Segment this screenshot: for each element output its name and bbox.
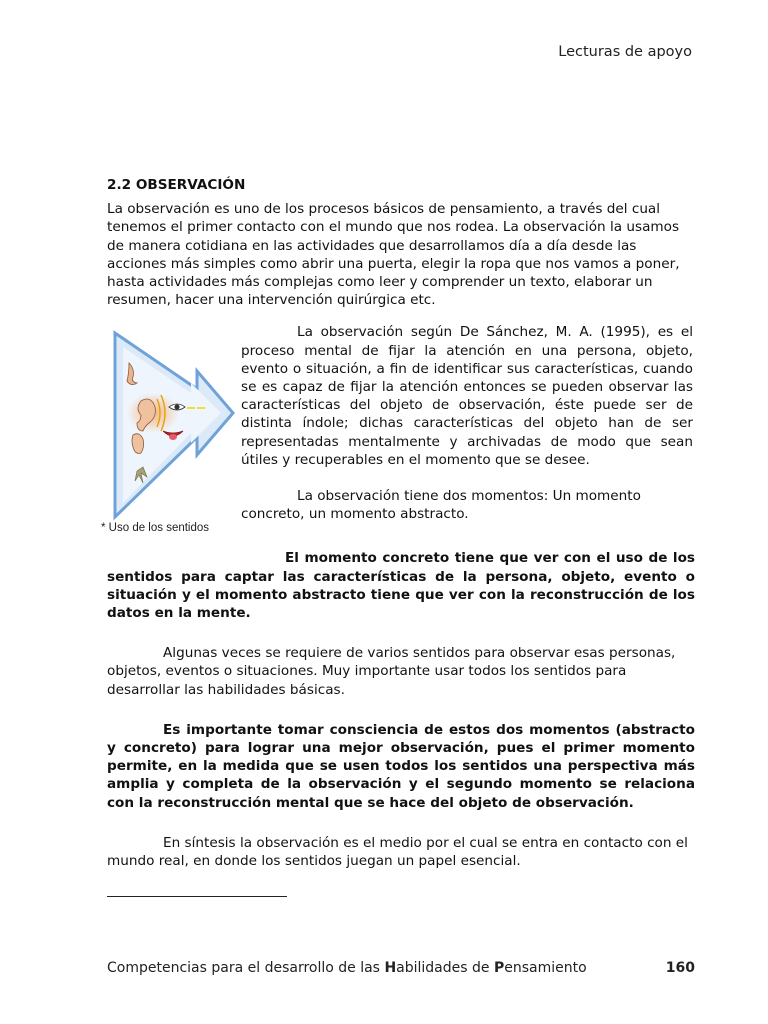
- synthesis-paragraph: En síntesis la observación es el medio por el cual se entra en contacto con el mundo real, en donde los sentidos juegan un papel esencial.: [107, 834, 688, 870]
- moments-paragraph: La observación tiene dos momentos: Un momento concreto, un momento abstracto.: [241, 488, 641, 523]
- side-text: [241, 323, 693, 523]
- page-footer: [107, 960, 695, 976]
- definition-paragraph: La observación según De Sánchez, M. A. (1995), es el proceso mental de fijar la atención en una persona, objeto, evento o situación, a fin de identificar sus características, cuando se es capaz de fijar la atención entonces se pueden observar las características del objeto de observación, éste puede ser de distinta índole; dichas características del objeto han de ser representadas mentalmente y archivadas de modo que sean útiles y recuperables en el momento que se desee.: [241, 324, 693, 468]
- senses-figure: [107, 327, 237, 523]
- page-number: 160: [665, 960, 695, 976]
- intro-paragraph: La observación es uno de los procesos básicos de pensamiento, a través del cual tenemos el primer contacto con el mundo que nos rodea. La observación la usamos de manera cotidiana en las actividades que desarrollamos día a día desde las acciones más simples como abrir una puerta, elegir la ropa que nos vamos a poner, hasta actividades más complejas como leer y comprender un texto, elaborar un resumen, hacer una intervención quirúrgica etc.: [107, 201, 680, 309]
- running-header: Lecturas de apoyo: [558, 44, 692, 60]
- concrete-moment-paragraph: El momento concreto tiene que ver con el uso de los sentidos para captar las características de la persona, objeto, evento o situación y el momento abstracto tiene que ver con la reconstrucción de los datos en la mente.: [107, 550, 695, 622]
- senses-arrow-icon: [107, 327, 237, 523]
- section-title: 2.2 OBSERVACIÓN: [107, 177, 246, 193]
- figure-with-text: [101, 323, 695, 545]
- senses-paragraph: Algunas veces se requiere de varios sentidos para observar esas personas, objetos, eventos o situaciones. Muy importante usar todos los sentidos para desarrollar las habilidades básicas.: [107, 645, 676, 698]
- footer-title: Competencias para el desarrollo de las Habilidades de Pensamiento: [107, 960, 587, 976]
- page-content: [101, 176, 695, 870]
- importance-paragraph: Es importante tomar consciencia de estos dos momentos (abstracto y concreto) para lograr una mejor observación, pues el primer momento permite, en la medida que se usen todos los sentidos una perspectiva más amplia y completa de la observación y el segundo momento se relaciona con la reconstrucción mental que se hace del objeto de observación.: [107, 721, 695, 811]
- figure-caption: * Uso de los sentidos: [101, 522, 210, 535]
- footnote-rule: [107, 896, 287, 897]
